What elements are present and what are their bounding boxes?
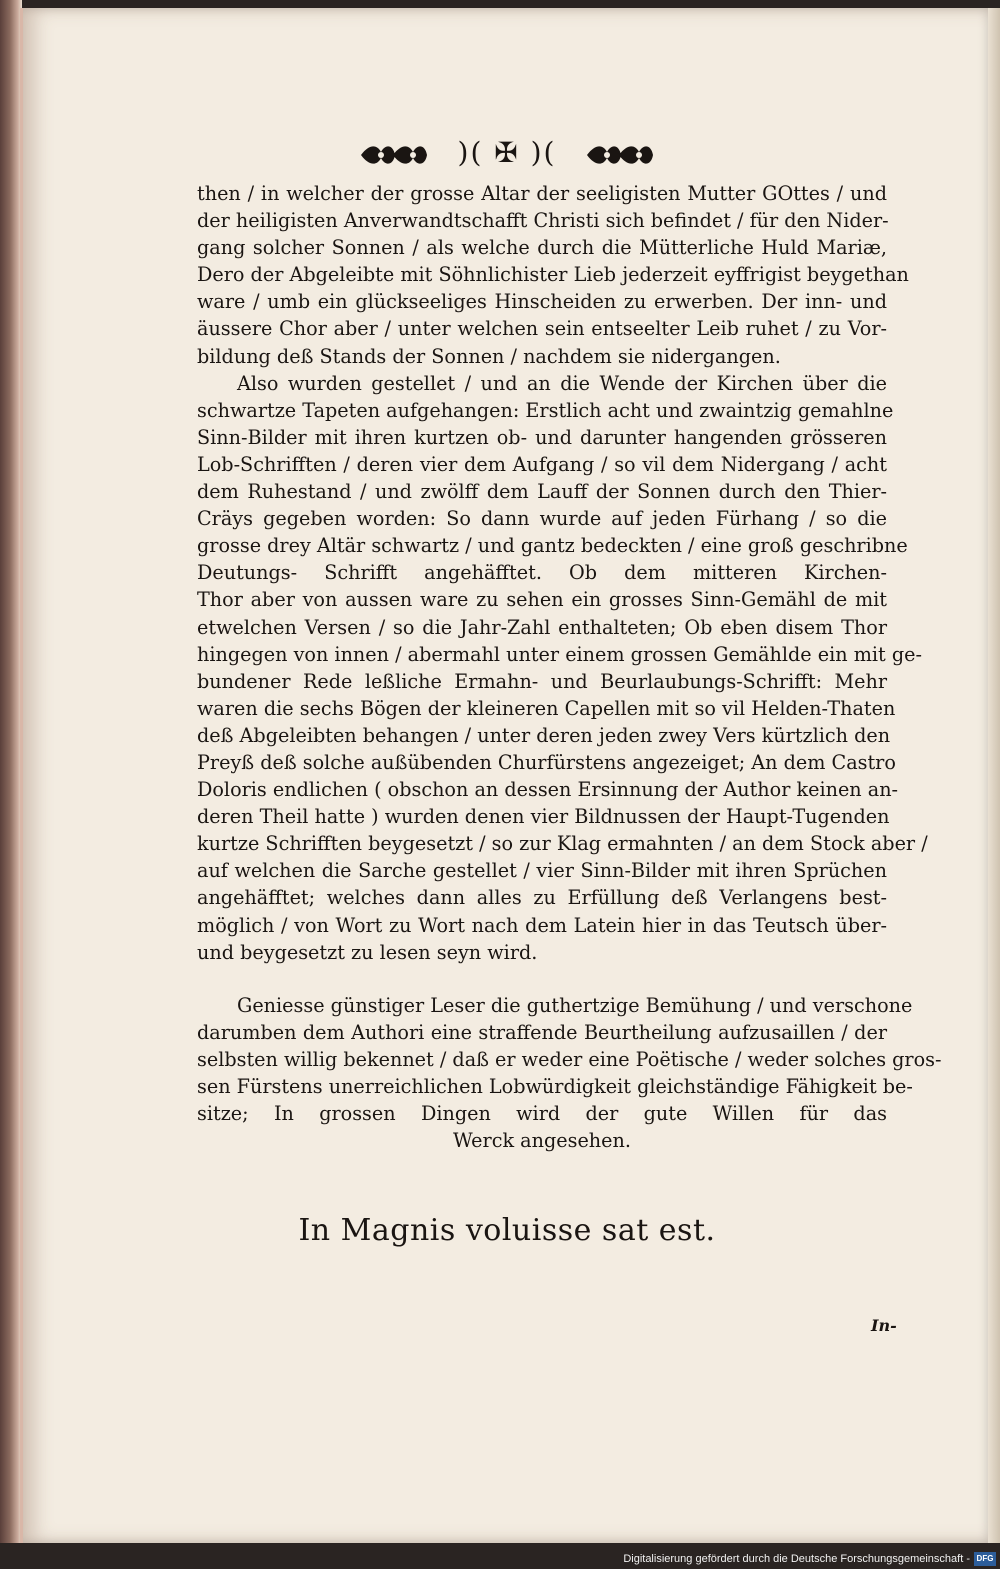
text-line: darumben dem Authori eine straffende Beurtheilung aufzusaillen / der xyxy=(197,1020,887,1044)
text-line: der heiligisten Anverwandtschafft Christi sich befindet / für den Nider- xyxy=(197,209,889,233)
text-line: Also wurden gestellet / und an die Wende der Kirchen über die xyxy=(237,371,887,395)
text-line: kurtze Schrifften beygesetzt / so zur Klag ermahnten / an dem Stock aber / xyxy=(197,832,928,856)
page-right-edge xyxy=(988,8,1000,1543)
text-line: auf welchen die Sarche gestellet / vier Sinn-Bilder mit ihren Sprüchen xyxy=(197,859,887,883)
footer-bar xyxy=(0,1543,1000,1569)
running-head xyxy=(23,136,991,169)
catchword: In- xyxy=(871,1316,897,1335)
left-ornament-icon xyxy=(359,142,429,168)
running-head-cross: )( ✠ )( xyxy=(457,136,557,169)
text-line: äussere Chor aber / unter welchen sein entseelter Leib ruhet / zu Vor- xyxy=(197,317,887,341)
text-line: grosse drey Altär schwartz / und gantz bedeckten / eine groß geschribne xyxy=(197,534,908,558)
text-line: Geniesse günstiger Leser die guthertzige Bemühung / und verschone xyxy=(237,993,913,1017)
digitization-credit: Digitalisierung gefördert durch die Deutsche Forschungsgemeinschaft - xyxy=(623,1553,970,1565)
text-line: schwartze Tapeten aufgehangen: Erstlich acht und zwaintzig gemahlne xyxy=(197,398,894,422)
text-line: Doloris endlichen ( obschon an dessen Ersinnung der Author keinen an- xyxy=(197,778,899,802)
text-line: selbsten willig bekennet / daß er weder eine Poëtische / weder solches gros- xyxy=(197,1047,942,1071)
text-line: deren Theil hatte ) wurden denen vier Bildnussen der Haupt-Tugenden xyxy=(197,805,890,829)
text-line: bundener Rede leßliche Ermahn- und Beurlaubungs-Schrifft: Mehr xyxy=(197,669,887,693)
text-line: gang solcher Sonnen / als welche durch die Mütterliche Huld Mariæ, xyxy=(197,236,887,260)
motto-line: In Magnis voluisse sat est. xyxy=(298,1213,716,1248)
right-ornament-icon xyxy=(585,142,655,168)
text-line: dem Ruhestand / und zwölff dem Lauff der Sonnen durch den Thier- xyxy=(197,480,887,504)
text-line: ware / umb ein glückseeliges Hinscheiden zu erwerben. Der inn- und xyxy=(197,290,887,314)
text-line: Thor aber von aussen ware zu sehen ein grosses Sinn-Gemähl de mit xyxy=(197,588,887,612)
text-line: Sinn-Bilder mit ihren kurtzen ob- und darunter hangenden grösseren xyxy=(197,425,887,449)
paragraph-gap xyxy=(197,966,887,992)
text-line: waren die sechs Bögen der kleineren Capellen mit so vil Helden-Thaten xyxy=(197,696,896,720)
text-line: deß Abgeleibten behangen / unter deren jeden zwey Vers kürtzlich den xyxy=(197,723,891,747)
text-line: und beygesetzt zu lesen seyn wird. xyxy=(197,940,538,964)
text-line: Cräys gegeben worden: So dann wurde auf jeden Fürhang / so die xyxy=(197,507,887,531)
main-text xyxy=(197,180,942,1154)
text-line: Preyß deß solche außübenden Churfürstens angezeiget; An dem Castro xyxy=(197,750,896,774)
text-line: then / in welcher der grosse Altar der seeligisten Mutter GOttes / und xyxy=(197,182,887,205)
text-line: bildung deß Stands der Sonnen / nachdem sie nidergangen. xyxy=(197,344,781,368)
book-page xyxy=(20,8,991,1543)
dfg-logo-icon: DFG xyxy=(974,1552,996,1566)
text-line: Deutungs- Schrifft angehäfftet. Ob dem mitteren Kirchen- xyxy=(197,561,887,585)
text-line: sen Fürstens unerreichlichen Lobwürdigkeit gleichständige Fähigkeit be- xyxy=(197,1075,913,1098)
text-line: Dero der Abgeleibte mit Söhnlichister Lieb jederzeit eyffrigist beygethan xyxy=(197,263,909,287)
text-line: Werck angesehen. xyxy=(453,1129,631,1153)
text-line: sitze; In grossen Dingen wird der gute Willen für das xyxy=(197,1102,887,1126)
text-line: angehäfftet; welches dann alles zu Erfüllung deß Verlangens best- xyxy=(197,886,887,910)
text-line: hingegen von innen / abermahl unter einem grossen Gemählde ein mit ge- xyxy=(197,642,922,666)
book-spine-edge xyxy=(0,0,22,1569)
text-line: möglich / von Wort zu Wort nach dem Latein hier in das Teutsch über- xyxy=(197,913,887,937)
text-line: etwelchen Versen / so die Jahr-Zahl enthalteten; Ob eben disem Thor xyxy=(197,615,887,639)
text-line: Lob-Schrifften / deren vier dem Aufgang / so vil dem Nidergang / acht xyxy=(197,452,887,476)
